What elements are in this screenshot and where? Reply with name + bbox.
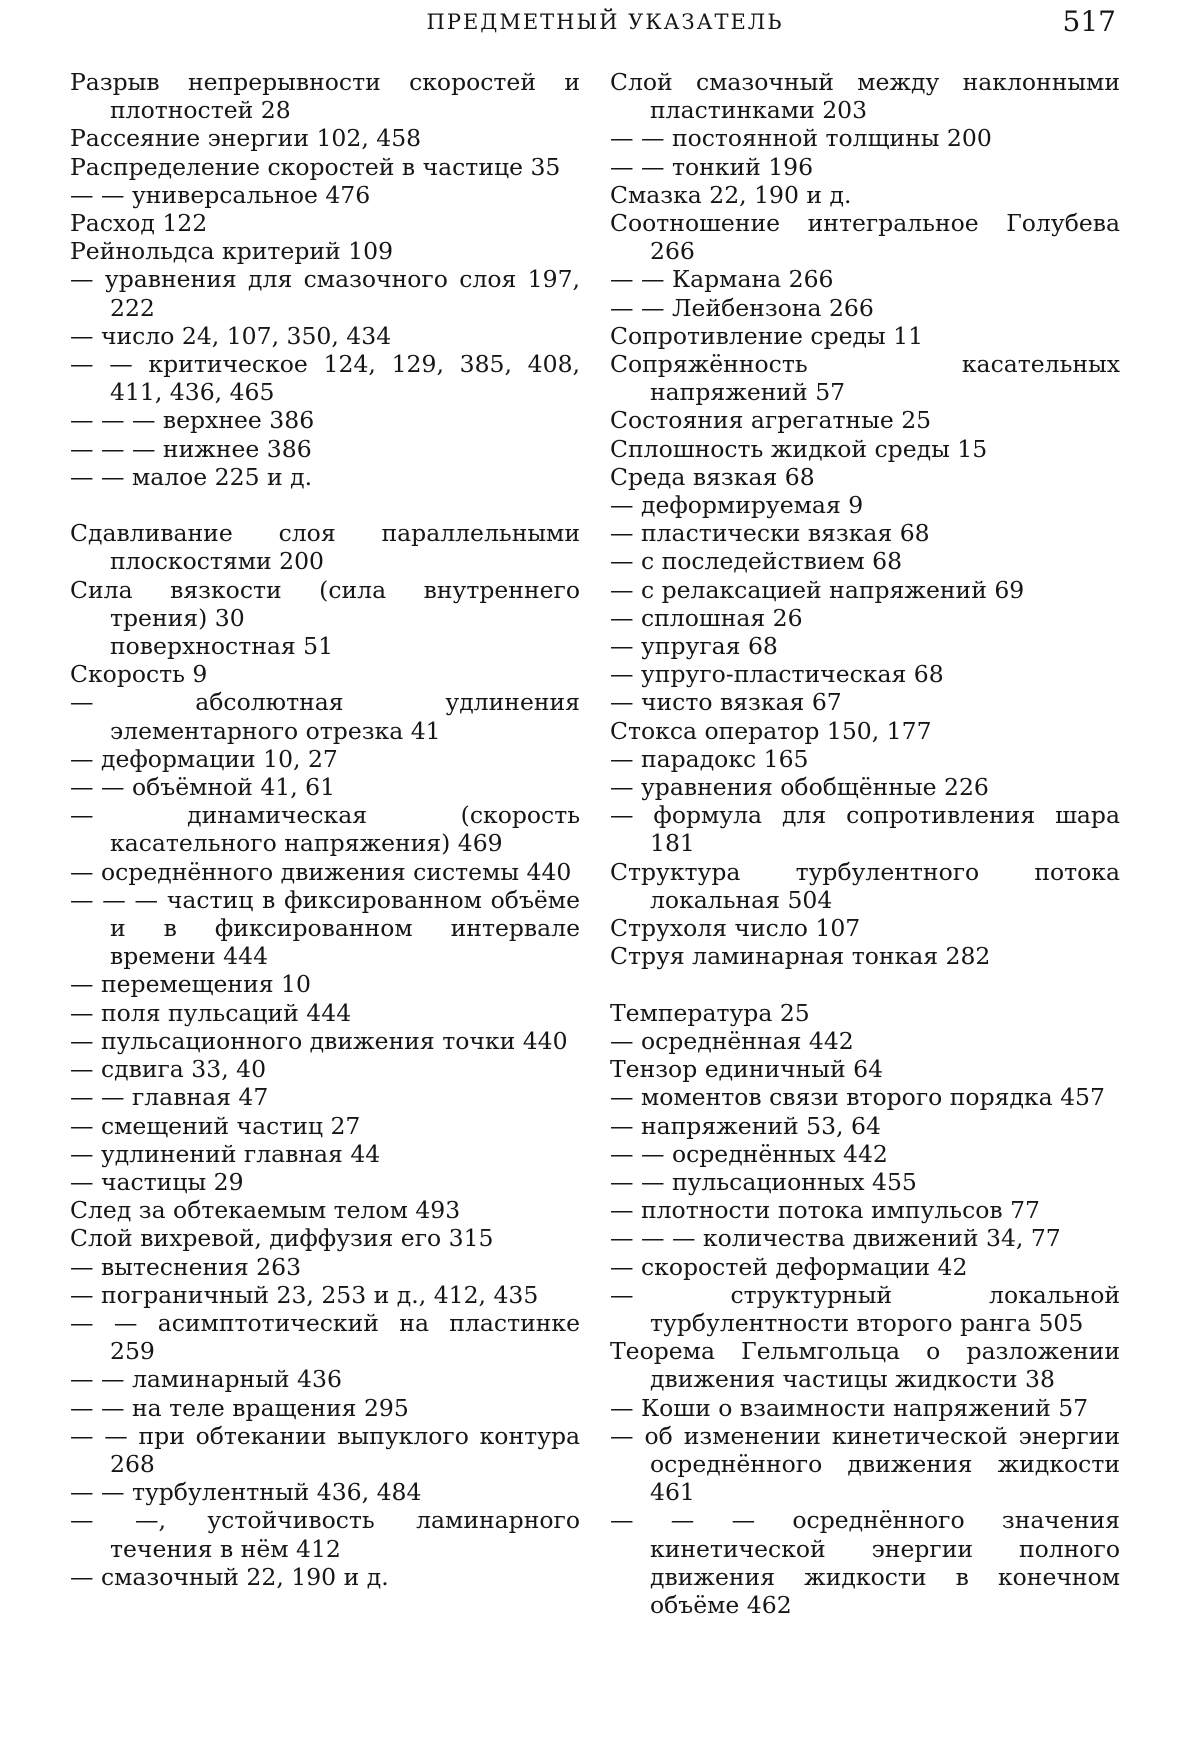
index-entry: Слой вихревой, диффузия его 315 [70,1224,494,1253]
index-entry: — число 24, 107, 350, 434 [70,321,392,350]
page-number: 517 [1062,5,1116,38]
index-entry: — плотности потока импульсов 77 [610,1196,1041,1225]
index-entry: — абсолютная удлинения элементарного отрезка 41 [70,688,580,745]
index-entry: — чисто вязкая 67 [610,688,842,717]
index-entry: Слой смазочный между наклонными пластинками 203 [610,68,1120,125]
index-entry: Соотношение интегральное Голубева 266 [610,209,1120,266]
index-entry: — — — нижнее 386 [70,434,312,463]
index-entry: — пульсационного движения точки 440 [70,1026,568,1055]
index-entry: Струхоля число 107 [610,914,861,943]
index-entry: Тензор единичный 64 [610,1055,884,1084]
running-head [70,5,1140,40]
index-entry: — с последействием 68 [610,547,903,576]
index-entry: — уравнения обобщённые 226 [610,773,989,802]
index-entry: — сдвига 33, 40 [70,1055,267,1084]
index-entry: — Коши о взаимности напряжений 57 [610,1393,1089,1422]
index-entry: — пограничный 23, 253 и д., 412, 435 [70,1280,539,1309]
index-entry: — упругая 68 [610,632,778,661]
index-entry: Теорема Гельмгольца о разложении движения частицы жидкости 38 [610,1337,1120,1394]
index-entry: Сопряжённость касательных напряжений 57 [610,350,1120,407]
index-entry: Сплошность жидкой среды 15 [610,434,988,463]
running-title: ПРЕДМЕТНЫЙ УКАЗАТЕЛЬ [426,10,784,34]
index-entry: — —, устойчивость ламинарного течения в нём 412 [70,1506,580,1563]
index-entry: Расход 122 [70,209,208,238]
index-entry: — частицы 29 [70,1167,244,1196]
index-entry: — — осреднённых 442 [610,1139,888,1168]
index-entry: — — малое 225 и д. [70,462,313,491]
index-entry: — — постоянной толщины 200 [610,124,992,153]
index-entry: Скорость 9 [70,660,208,689]
index-entry: — — ламинарный 436 [70,1365,342,1394]
section-gap [610,971,1120,999]
index-entry: — — объёмной 41, 61 [70,773,336,802]
index-entry: — моментов связи второго порядка 457 [610,1083,1105,1112]
index-entry: Рассеяние энергии 102, 458 [70,124,422,153]
index-entry: Распределение скоростей в частице 35 [70,152,561,181]
index-entry: Разрыв непрерывности скоростей и плотностей 28 [70,68,580,125]
index-entry: Состояния агрегатные 25 [610,406,932,435]
index-entry: — — Лейбензона 266 [610,293,874,322]
index-entry: Сдавливание слоя параллельными плоскостями 200 [70,519,580,576]
index-entry: — — турбулентный 436, 484 [70,1478,422,1507]
index-entry: — структурный локальной турбулентности второго ранга 505 [610,1280,1120,1337]
index-entry: — уравнения для смазочного слоя 197, 222 [70,265,580,322]
index-entry: Сила вязкости (сила внутреннего трения) 30 [70,575,580,632]
index-entry: — — Кармана 266 [610,265,834,294]
index-entry: — удлинений главная 44 [70,1139,381,1168]
index-entry: Среда вязкая 68 [610,462,815,491]
index-entry: Стокса оператор 150, 177 [610,716,932,745]
index-entry: — сплошная 26 [610,603,803,632]
index-entry: — — критическое 124, 129, 385, 408, 411, 436, 465 [70,350,580,407]
index-entry: — — — осреднённого значения кинетической энергии полного движения жидкости в конечном объёме 462 [610,1506,1120,1619]
index-entry: — деформируемая 9 [610,491,864,520]
index-entry: — напряжений 53, 64 [610,1111,881,1140]
index-entry: — — асимптотический на пластинке 259 [70,1308,580,1366]
index-entry: поверхностная 51 [110,632,334,661]
index-entry: — — пульсационных 455 [610,1167,917,1196]
index-entry: — — — количества движений 34, 77 [610,1224,1061,1253]
index-entry: Струя ламинарная тонкая 282 [610,942,991,971]
index-entry: Смазка 22, 190 и д. [610,180,852,209]
index-entry: — об изменении кинетической энергии осреднённого движения жидкости 461 [610,1421,1120,1507]
index-entry: — — главная 47 [70,1083,269,1112]
index-entry: — перемещения 10 [70,970,311,999]
index-entry: Сопротивление среды 11 [610,321,924,350]
index-entry: — — — частиц в фиксированном объёме и в фиксированном интервале времени 444 [70,885,580,971]
index-entry: Структура турбулентного потока локальная 504 [610,857,1120,914]
index-entry: — с релаксацией напряжений 69 [610,575,1025,604]
index-entry: — деформации 10, 27 [70,744,338,773]
index-entry: — — тонкий 196 [610,152,814,181]
index-entry: — парадокс 165 [610,744,809,773]
index-entry: — формула для сопротивления шара 181 [610,801,1120,858]
index-entry: Рейнольдса критерий 109 [70,237,394,266]
index-entry: — осреднённого движения системы 440 [70,857,572,886]
section-gap [70,491,580,519]
index-entry: — вытеснения 263 [70,1252,302,1281]
index-entry: — — универсальное 476 [70,180,371,209]
index-entry: — — — верхнее 386 [70,406,315,435]
index-column-right [610,68,1120,1619]
index-entry: — — при обтекании выпуклого контура 268 [70,1421,580,1478]
index-entry: — пластически вязкая 68 [610,519,930,548]
index-entry: — осреднённая 442 [610,1026,854,1055]
index-entry: — упруго-пластическая 68 [610,660,944,689]
index-entry: — динамическая (скорость касательного напряжения) 469 [70,801,580,858]
index-entry: След за обтекаемым телом 493 [70,1196,461,1225]
index-entry: — — на теле вращения 295 [70,1393,409,1422]
index-entry: — смазочный 22, 190 и д. [70,1562,389,1591]
index-entry: — поля пульсаций 444 [70,998,352,1027]
index-columns [70,68,1120,1619]
index-entry: Температура 25 [610,998,810,1027]
index-column-left [70,68,580,1619]
index-entry: — скоростей деформации 42 [610,1252,968,1281]
index-entry: — смещений частиц 27 [70,1111,361,1140]
